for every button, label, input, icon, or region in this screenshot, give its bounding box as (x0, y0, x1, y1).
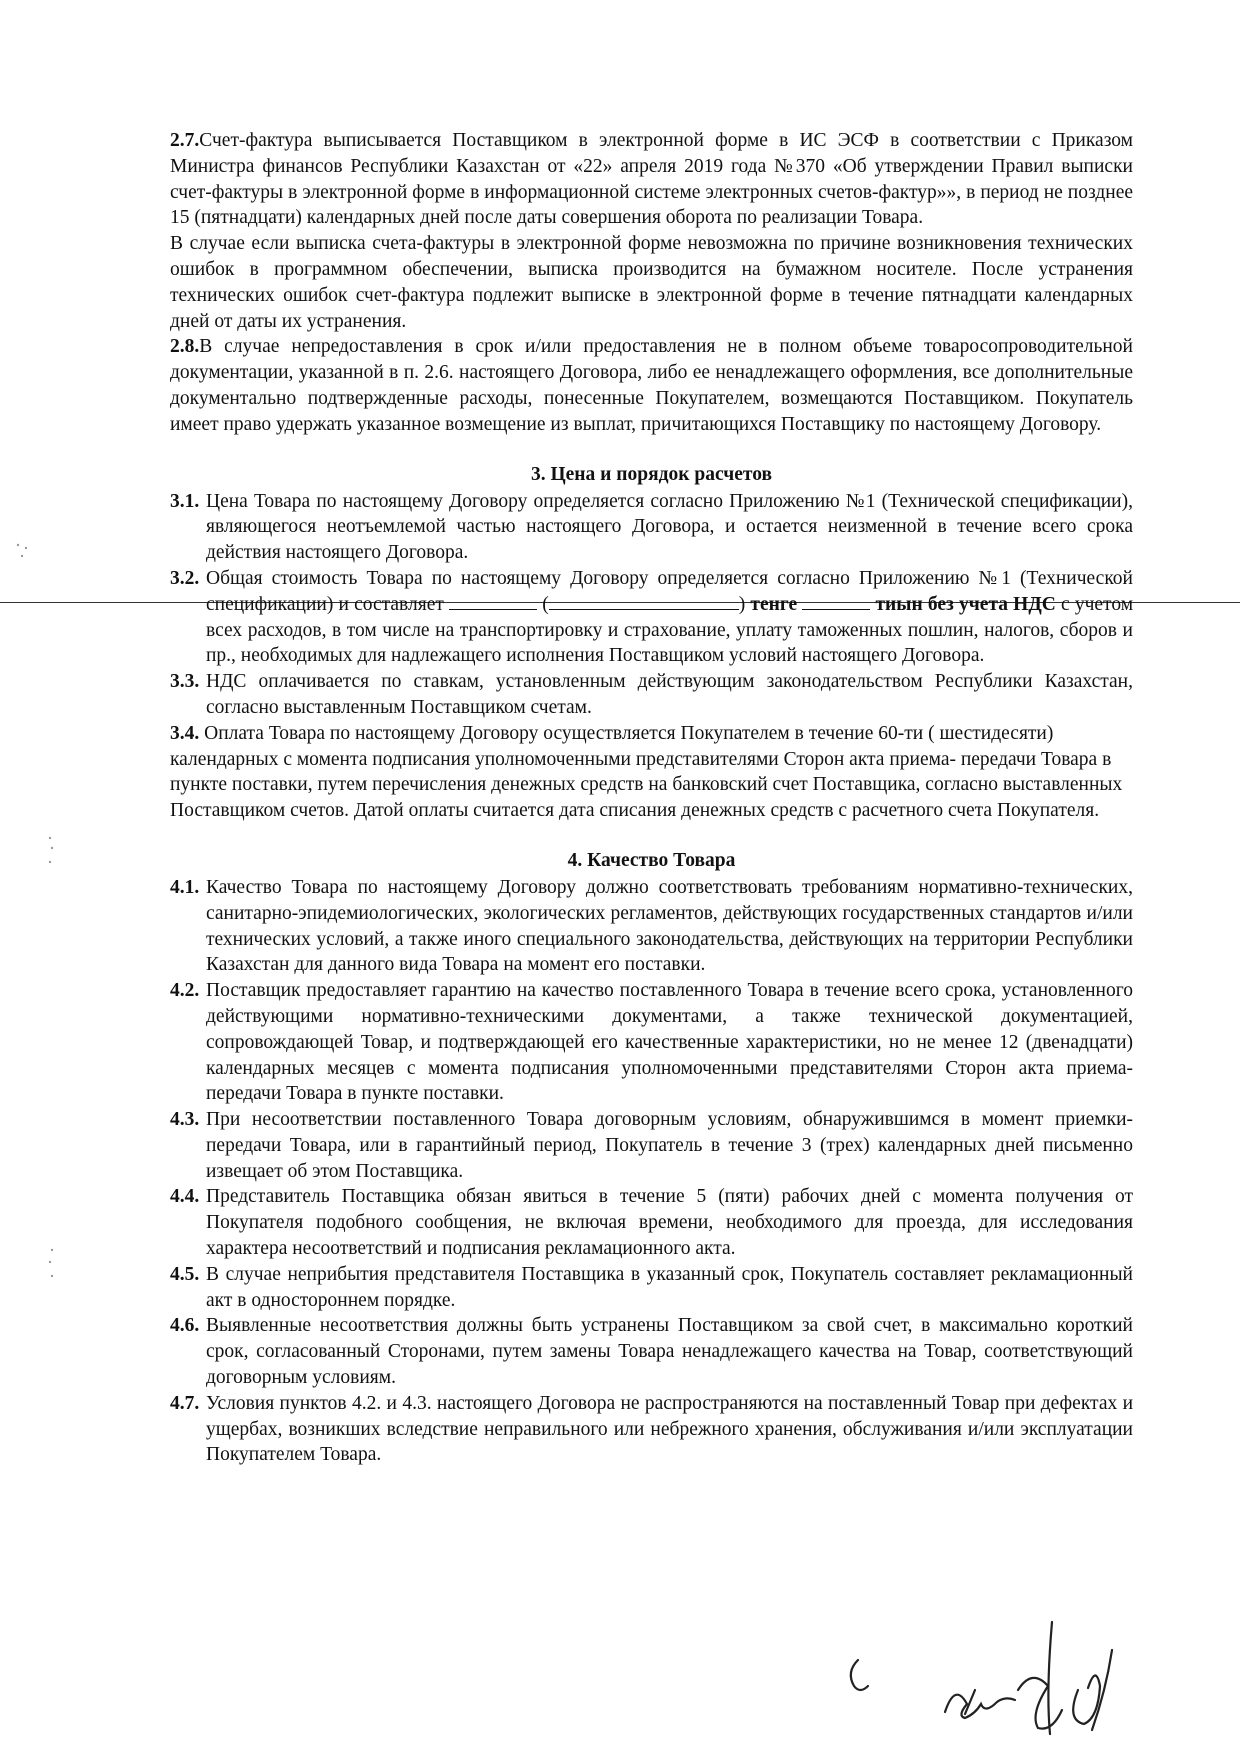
section-3-title: 3. Цена и порядок расчетов (530, 463, 773, 485)
clause-4-4 (170, 1184, 1133, 1261)
clause-text: Выявленные несоответствия должны быть устранены Поставщиком за свой счет, в максимально короткий срок, согласованный Сторонами, путем замены Товара ненадлежащего качества на Товар, соответствующий договорным условиям. (206, 1315, 1133, 1389)
clause-number: 3.3. (170, 671, 200, 693)
clause-3-4 (170, 721, 1133, 824)
handwritten-signatures (851, 1622, 1112, 1734)
clause-3-1 (170, 489, 1133, 566)
clause-text-part: ( (537, 593, 549, 615)
paragraph-text: Счет-фактура выписывается Поставщиком в электронной форме в ИС ЭСФ в соответствии с Приказом Министра финансов Республики Казахстан от «22» апреля 2019 года №370 «Об утверждении Правил выписки счет-фактуры в электронной форме в информационной системе электронных счетов-фактур»», в период не позднее 15 (пятнадцати) календарных дней после даты совершения оборота по реализации Товара. (170, 130, 1133, 229)
clause-number: 3.2. (170, 567, 200, 589)
clause-text: Поставщик предоставляет гарантию на качество поставленного Товара в течение всего срока, установленного действующими нормативно-техническими документами, а также технической документацией, сопровождающей Товар, и подтверждающей его качественные характеристики, но не менее 12 (двенадцати) календарных месяцев с момента подписания уполномоченными представителями Сторон акта приема-передачи Товара в пункте поставки. (206, 980, 1133, 1105)
clause-4-7 (170, 1391, 1133, 1468)
clause-text: Условия пунктов 4.2. и 4.3. настоящего Договора не распространяются на поставленный Товар при дефектах и ущербах, возникших вследствие неправильного или небрежного хранения, обслуживания и/или эксплуатации Покупателем Товара. (206, 1392, 1133, 1466)
tiyn-blank (802, 609, 870, 610)
clause-3-3 (170, 669, 1133, 721)
clause-text (206, 566, 1133, 669)
hole-punch-marks (17, 544, 53, 1277)
clause-text-part: с учетом всех расходов, в том числе на транспортировку и страхование, уплату таможенных пошлин, налогов, сборов и пр., необходимых для надлежащего исполнения Поставщиком условий настоящего Договора. (206, 593, 1134, 667)
clause-text: В случае неприбытия представителя Поставщика в указанный срок, Покупатель составляет рекламационный акт в одностороннем порядке. (206, 1263, 1133, 1311)
clause-4-3 (170, 1107, 1133, 1184)
paragraph-2-7 (170, 128, 1133, 231)
clause-text-part: Общая стоимость Товара по настоящему Договору определяется согласно Приложению №1 (Технической спецификации) и составляет (206, 567, 1133, 615)
paragraph-2-7-continued: В случае если выписка счета-фактуры в электронной форме невозможна по причине возникновения технических ошибок в программном обеспечении, выписка производится на бумажном носителе. После устранения технических ошибок счет-фактура подлежит выписке в электронной форме в течение пятнадцати календарных дней от даты их устранения. (170, 233, 1133, 332)
clause-number: 4.7. (170, 1392, 200, 1414)
clause-number: 3.1. (170, 490, 200, 512)
clause-4-2 (170, 978, 1133, 1107)
clause-text: Качество Товара по настоящему Договору должно соответствовать требованиям нормативно-технических, санитарно-эпидемиологических, экологических регламентов, действующих государственных стандартов и/или технических условий, а также иного специального законодательства, действующих на территории Республики Казахстан для данного вида Товара на момент его поставки. (206, 876, 1133, 976)
clause-number: 4.4. (170, 1186, 200, 1208)
document-page (170, 128, 1133, 1468)
clause-text: Представитель Поставщика обязан явиться в течение 5 (пяти) рабочих дней с момента получения от Покупателя подобного сообщения, не включая времени, необходимого для проезда, для исследования характера несоответствий и подписания рекламационного акта. (206, 1186, 1133, 1260)
clause-text: НДС оплачивается по ставкам, установленным действующим законодательством Республики Казахстан, согласно выставленным Поставщиком счетам. (206, 671, 1133, 718)
amount-words-blank (549, 609, 739, 610)
clause-text-part: ) (738, 593, 751, 615)
tenge-label: тенге (750, 593, 798, 615)
clause-number: 3.4. (170, 722, 200, 744)
clause-text: Цена Товара по настоящему Договору определяется согласно Приложению №1 (Технической спецификации), являющегося неотъемлемой частью настоящего Договора, и остается неизменной в течение всего срока действия настоящего Договора. (206, 490, 1133, 564)
paragraph-text: В случае непредоставления в срок и/или предоставления не в полном объеме товаросопроводительной документации, указанной в п. 2.6. настоящего Договора, либо ее ненадлежащего оформления, все дополнительные документально подтвержденные расходы, понесенные Покупателем, возмещаются Поставщиком. Покупатель имеет право удержать указанное возмещение из выплат, причитающихся Поставщику по настоящему Договору. (170, 336, 1133, 435)
clause-4-6 (170, 1313, 1133, 1390)
clause-number: 4.2. (170, 980, 200, 1002)
clause-3-2 (170, 566, 1133, 669)
section-4-title: 4. Качество Товара (567, 849, 736, 871)
paragraph-number: 2.7. (170, 130, 200, 151)
clause-number: 4.5. (170, 1263, 200, 1285)
clause-4-5 (170, 1262, 1133, 1314)
clause-text: При несоответствии поставленного Товара договорным условиям, обнаружившимся в момент приемки-передачи Товара, или в гарантийный период, Покупатель в течение 3 (трех) календарных дней письменно извещает об этом Поставщика. (206, 1109, 1133, 1182)
paragraph-number: 2.8. (170, 336, 200, 358)
amount-blank (449, 609, 537, 610)
section-4-clauses (170, 875, 1133, 1468)
clause-number: 4.6. (170, 1315, 200, 1337)
paragraph-2-8 (170, 334, 1133, 437)
clause-text: Оплата Товара по настоящему Договору осуществляется Покупателем в течение 60-ти ( шестидесяти) календарных с момента подписания уполномоченными представителями Сторон акта приема- передачи Товара в пункте поставки, путем перечисления денежных средств на банковский счет Поставщика, согласно выставленных Поставщиком счетов. Датой оплаты считается дата списания денежных средств с расчетного счета Покупателя. (170, 722, 1123, 822)
clause-number: 4.3. (170, 1109, 200, 1131)
tiyn-label: тиын без учета НДС (875, 593, 1056, 615)
clause-number: 4.1. (170, 876, 200, 898)
clause-4-1 (170, 875, 1133, 978)
